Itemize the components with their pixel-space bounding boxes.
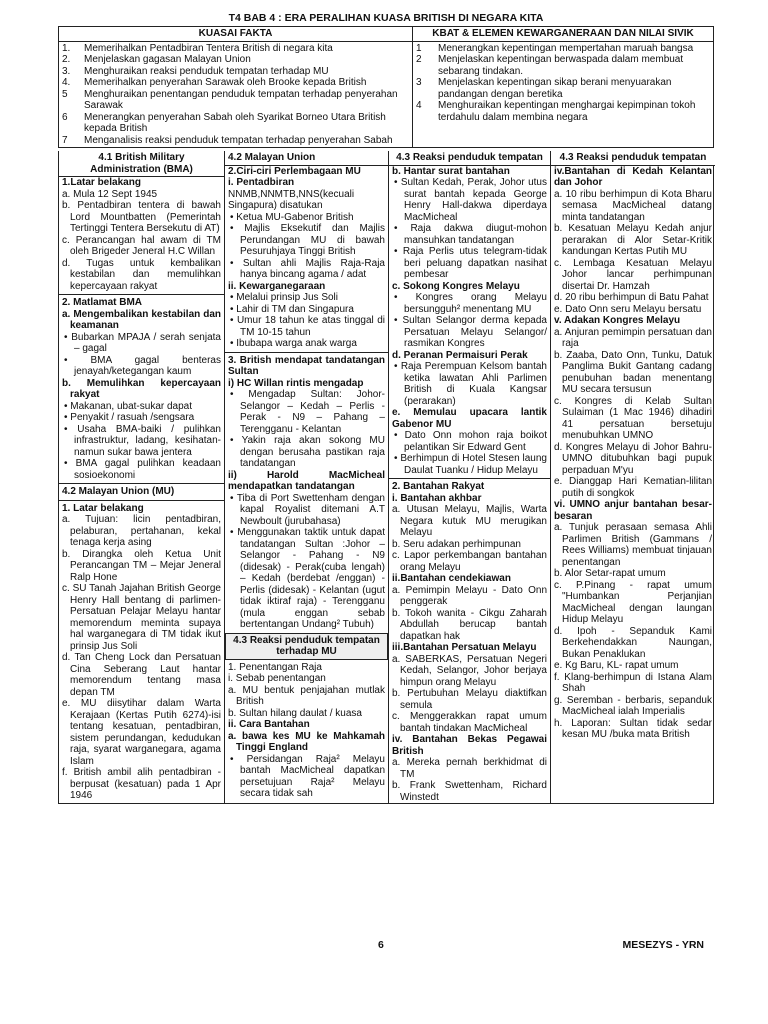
- objective-item: [416, 54, 710, 77]
- item-text: Menjelaskan kepentingan sikap berani menyuarakan pandangan dengan beretika: [438, 77, 672, 100]
- content-line: f. Klang-berhimpun di Istana Alam Shah: [554, 671, 712, 695]
- objective-item: [416, 77, 710, 100]
- objective-item: [416, 43, 710, 55]
- content-line: c. SU Tanah Jajahan British George Henry Hall bentang di parlimen-Persatuan Pelajar Melayu hantar memorendum meminta supaya hal warganegara di TM tidak ikut prinsip Jus Soli: [62, 583, 221, 652]
- objective-item: [62, 54, 409, 66]
- content-line: a. Utusan Melayu, Majlis, Warta Negara kutuk MU merugikan Melayu: [392, 504, 547, 539]
- content-line: b. Pentadbiran tentera di bawah Lord Mountbatten (Pemerintah Tertinggi Tentera Bersekutu di AT): [62, 200, 221, 235]
- content-line: b. Dirangka oleh Ketua Unit Perancangan TM – Mejar Jeneral Ralp Hone: [62, 548, 221, 583]
- content-line: • Menggunakan taktik untuk dapat tandatangan Sultan :Johor – Selangor - Pahang - N9 (didesak) - Perak(cuba lengah) – Kedah (berdebat /enggan) - Perlis (didesak) - Kelantan (ugut tidak iktiraf raja) - Terengganu (mula enggan sebab bertentangan Undang² Tubuh): [230, 527, 385, 631]
- content-line: • Sultan ahli Majlis Raja-Raja hanya bincang agama / adat: [230, 257, 385, 281]
- content-line: b. Frank Swettenham, Richard Winstedt: [392, 780, 547, 803]
- item-number: 2: [416, 54, 422, 66]
- section-heading: 2. Matlamat BMA: [62, 297, 143, 309]
- content-line: a. Tujuan: licin pentadbiran, pelaburan, pertahanan, kekal tenaga kerja asing: [62, 514, 221, 549]
- kbat-header: KBAT & ELEMEN KEWARGANERAAN DAN NILAI SIVIK: [413, 27, 714, 42]
- section-divider: [225, 352, 388, 353]
- content-line: a. Tunjuk perasaan semasa Ahli Parlimen British (Gammans / Rees Williams) membuat tinjauan penentangan: [554, 522, 712, 568]
- content-line: • BMA gagal benteras jenayah/ketegangan kaum: [64, 354, 221, 378]
- item-text: Menganalisis reaksi penduduk tempatan terhadap penyerahan Sabah: [84, 134, 393, 146]
- content-line: f. British ambil alih pentadbiran - berpusat (kesatuan) pada 1 Apr 1946: [62, 767, 221, 802]
- column-header: 4.1 British Military Administration (BMA): [59, 151, 224, 177]
- column-reaksi-2: [551, 151, 715, 803]
- content-line: i. Sebab penentangan: [228, 673, 326, 685]
- item-text: Menjelaskan gagasan Malayan Union: [84, 54, 251, 66]
- content-line: • Ibubapa warga anak warga: [230, 338, 357, 350]
- section-heading: 2. Bantahan Rakyat: [392, 481, 485, 493]
- section-heading: c. Sokong Kongres Melayu: [392, 280, 520, 292]
- content-line: • Penyakit / rasuah /sengsara: [64, 412, 195, 424]
- page-title: T4 BAB 4 : ERA PERALIHAN KUASA BRITISH DI NEGARA KITA: [228, 12, 544, 24]
- section-heading: iii.Bantahan Persatuan Melayu: [392, 642, 537, 654]
- content-line: h. Laporan: Sultan tidak sedar kesan MU /buka mata British: [554, 717, 712, 741]
- page-number: 6: [378, 939, 384, 951]
- content-line: • Majlis Eksekutif dan Majlis Perundangan MU di bawah Pesuruhjaya Tinggi British: [230, 223, 385, 258]
- content-line: a. SABERKAS, Persatuan Negeri Kedah, Selangor, Johor berjaya himpun orang Melayu: [392, 653, 547, 688]
- section-divider: [389, 478, 550, 479]
- item-text: Menerangkan penyerahan Sabah oleh Syarikat Borneo Utara British kepada British: [84, 111, 386, 135]
- content-line: a. MU bentuk penjajahan mutlak British: [228, 684, 385, 708]
- item-text: Memerihalkan penyerahan Sarawak oleh Brooke kepada British: [84, 77, 367, 89]
- content-line: b. Seru adakan perhimpunan: [392, 538, 521, 550]
- content-line: d. Ipoh - Sepanduk Kami Berkehendakkan Naungan, Bukan Penaklukan: [554, 625, 712, 660]
- item-number: 4.: [62, 77, 71, 89]
- content-line: • Ketua MU-Gabenor British: [230, 211, 354, 223]
- kbat-list: [413, 41, 714, 148]
- content-line: b. Kesatuan Melayu Kedah anjur perarakan di Alor Setar-Kritik kandungan Kertas Putih MU: [554, 223, 712, 258]
- item-number: 5: [62, 88, 68, 100]
- content-line: b. Zaaba, Dato Onn, Tunku, Datuk Panglima Bukit Gantang cadang penubuhan badan menentang MU secara tersusun: [554, 349, 712, 396]
- section-divider: [59, 294, 224, 295]
- item-number: 2.: [62, 54, 71, 66]
- objective-item: [62, 89, 409, 112]
- item-number: 3: [416, 77, 422, 89]
- content-line: • Melalui prinsip Jus Soli: [230, 292, 338, 304]
- item-number: 1: [416, 42, 422, 54]
- content-line: c. Lembaga Kesatuan Melayu Johor lancar perhimpunan disertai Dr. Hamzah: [554, 257, 712, 292]
- objectives-table: [58, 26, 714, 148]
- section-heading: a. bawa kes MU ke Mahkamah Tinggi England: [228, 730, 385, 754]
- section-heading: 1.Latar belakang: [62, 177, 141, 189]
- content-line: d. Tugas untuk kembalikan kestabilan dan memulihkan kepercayaan rakyat: [62, 257, 221, 292]
- content-line: • Raja Perempuan Kelsom bantah ketika lawatan Ahli Parlimen British di Kuala Kangsar (perarakan): [394, 361, 547, 407]
- section-heading: iv.Bantahan di Kedah Kelantan dan Johor: [554, 165, 712, 189]
- item-text: Menerangkan kepentingan mempertahan maruah bangsa: [438, 42, 694, 54]
- section-heading: i. Pentadbiran: [228, 177, 295, 189]
- section-heading: 1. Latar belakang: [62, 502, 144, 514]
- item-text: Menghuraikan reaksi penduduk tempatan terhadap MU: [84, 65, 329, 77]
- item-number: 4: [416, 100, 422, 112]
- content-line: • Mengadap Sultan: Johor- Selangor – Kedah – Perlis - Perak - N9 – Pahang – Terengganu - Kelantan: [230, 389, 385, 435]
- content-line: • Lahir di TM dan Singapura: [230, 303, 354, 315]
- item-text: Menghuraikan penentangan penduduk tempatan terhadap penyerahan Sarawak: [84, 88, 398, 112]
- content-line: e. MU diisytihar dalam Warta Kerajaan (Kertas Putih 6274)-isi tentang kesatuan, pentadbiran, sistem perundangan, kedudukan raja, syarat warganegara, agama Islam: [62, 698, 221, 767]
- section-heading: a. Mengembalikan kestabilan dan keamanan: [62, 308, 221, 332]
- item-text: Menjelaskan kepentingan berwaspada dalam membuat sebarang tindakan.: [438, 54, 684, 77]
- content-line: d. Kongres Melayu di Johor Bahru-UMNO ditubuhkan bagi pupuk perpaduan M'yu: [554, 441, 712, 476]
- objective-item: [62, 43, 409, 55]
- section-heading: ii. Kewarganegaraan: [228, 280, 326, 292]
- section-heading: iv. Bantahan Bekas Pegawai British: [392, 734, 547, 757]
- item-text: Memerihalkan Pentadbiran Tentera British di negara kita: [84, 42, 333, 54]
- content-line: c. P.Pinang - rapat umum "Humbankan Perjanjian MacMicheal dengan laungan Hidup Melayu: [554, 579, 712, 626]
- content-line: a. Mula 12 Sept 1945: [62, 188, 158, 200]
- section-heading: b. Hantar surat bantahan: [392, 165, 510, 177]
- content-line: • Dato Onn mohon raja boikot pelantikan Sir Edward Gent: [394, 430, 547, 453]
- content-line: b. Sultan hilang daulat / kuasa: [228, 707, 362, 719]
- column-header: 4.2 Malayan Union: [225, 151, 388, 166]
- section-heading: b. Memulihkan kepercayaan rakyat: [62, 377, 221, 401]
- objective-item: [416, 100, 710, 123]
- author-signature: MESEZYS - YRN: [622, 939, 704, 951]
- content-line: • BMA gagal pulihkan keadaan sosioekonomi: [64, 458, 221, 481]
- section-heading: e. Memulau upacara lantik Gabenor MU: [392, 407, 547, 430]
- content-line: • Bubarkan MPAJA / serah senjata – gagal: [64, 331, 221, 355]
- content-line: e. Kg Baru, KL- rapat umum: [554, 660, 679, 672]
- column-header: 4.3 Reaksi penduduk tempatan: [551, 151, 715, 166]
- item-number: 7: [62, 134, 68, 146]
- column-malayan-union: [225, 151, 389, 803]
- content-line: • Kongres orang Melayu bersungguh² menentang MU: [394, 292, 547, 315]
- content-line: • Persidangan Raja² Melayu bantah MacMicheal dapatkan persetujuan Raja² Melayu secara tidak sah: [230, 753, 385, 800]
- content-line: a. Mereka pernah berkhidmat di TM: [392, 757, 547, 780]
- content-line: d. 20 ribu berhimpun di Batu Pahat: [554, 292, 709, 304]
- section-heading: ii) Harold MacMicheal mendapatkan tandatangan: [228, 469, 385, 493]
- section-heading: 3. British mendapat tandatangan Sultan: [228, 354, 385, 378]
- section-heading: vi. UMNO anjur bantahan besar-besaran: [554, 499, 712, 522]
- objective-item: [62, 66, 409, 78]
- objective-item: [62, 77, 409, 89]
- content-line: • Usaha BMA-baiki / pulihkan infrastruktur, ladang, kesihatan-namun sukar bawa jentera: [64, 423, 221, 458]
- item-number: 1.: [62, 42, 71, 54]
- content-columns: [58, 151, 714, 804]
- content-line: e. Dianggap Hari Kematian-lilitan putih di songkok: [554, 476, 712, 499]
- content-line: c. Menggerakkan rapat umum bantah tindakan MacMicheal: [392, 711, 547, 734]
- content-line: c. Lapor perkembangan bantahan orang Melayu: [392, 550, 547, 573]
- section-heading: v. Adakan Kongres Melayu: [554, 315, 681, 327]
- objective-item: [62, 135, 409, 147]
- content-line: • Raja dakwa diugut-mohon mansuhkan tandatangan: [394, 223, 547, 246]
- column-bma: [59, 151, 225, 803]
- content-line: e. Dato Onn seru Melayu bersatu: [554, 303, 702, 315]
- column-header: 4.3 Reaksi penduduk tempatan: [389, 151, 550, 166]
- item-text: Menghuraikan kepentingan menghargai kepimpinan tokoh terdahulu dalam membina negara: [438, 100, 696, 123]
- content-line: 1. Penentangan Raja: [228, 661, 322, 673]
- section-heading: 4.3 Reaksi penduduk tempatan terhadap MU: [225, 633, 388, 660]
- content-line: c. Perancangan hal awam di TM oleh Brigeder Jeneral H.C Willan: [62, 234, 221, 258]
- objective-item: [62, 112, 409, 135]
- content-line: c. Kongres di Kelab Sultan Sulaiman (1 Mac 1946) dihadiri 41 persatuan bersetuju menubuhkan UMNO: [554, 395, 712, 442]
- content-line: • Yakin raja akan sokong MU dengan berusaha pastikan raja tandatangan: [230, 435, 385, 470]
- section-heading: 2.Ciri-ciri Perlembagaan MU: [228, 165, 361, 177]
- document-page: [58, 12, 714, 804]
- section-heading: ii. Cara Bantahan: [228, 719, 310, 731]
- item-number: 6: [62, 111, 68, 123]
- content-line: a. Anjuran pemimpin persatuan dan raja: [554, 326, 712, 350]
- content-line: • Tiba di Port Swettenham dengan kapal Royalist ditemani A.T Newboult (jurubahasa): [230, 492, 385, 527]
- kuasa-fakta-list: [59, 41, 413, 148]
- content-line: • Raja Perlis utus telegram-tidak beri peluang dapatkan nasihat pembesar: [394, 246, 547, 281]
- content-line: a. 10 ribu berhimpun di Kota Bharu semasa MacMicheal datang minta tandatangan: [554, 188, 712, 223]
- content-line: • Umur 18 tahun ke atas tinggal di TM 10-15 tahun: [230, 315, 385, 338]
- content-line: • Sultan Kedah, Perak, Johor utus surat bantah kepada George Henry Hall-dakwa diperdaya MacMicheal: [394, 177, 547, 223]
- section-divider: [59, 500, 224, 501]
- section-divider: [59, 483, 224, 484]
- content-line: • Makanan, ubat-sukar dapat: [64, 400, 193, 412]
- content-line: NNMB,NNMTB,NNS(kecuali Singapura) disatukan: [228, 188, 355, 212]
- content-line: a. Pemimpin Melayu - Dato Onn penggerak: [392, 584, 547, 608]
- kuasa-fakta-header: KUASAI FAKTA: [59, 27, 413, 42]
- content-line: • Berhimpun di Hotel Stesen laung Daulat Tuanku / Hidup Melayu: [394, 453, 547, 476]
- section-heading: i. Bantahan akhbar: [392, 492, 482, 504]
- section-heading: i) HC Willan rintis mengadap: [228, 377, 364, 389]
- column-reaksi-1: [389, 151, 551, 803]
- content-line: d. Tan Cheng Lock dan Persatuan Cina Seberang Laut hantar memorendum tentang masa depan TM: [62, 652, 221, 698]
- content-line: b. Tokoh wanita - Cikgu Zaharah Abdullah berucap bantah dapatkan hak: [392, 607, 547, 642]
- section-heading: d. Peranan Permaisuri Perak: [392, 349, 528, 361]
- content-line: b. Pertubuhan Melayu diaktifkan semula: [392, 688, 547, 711]
- section-heading: 4.2 Malayan Union (MU): [62, 486, 175, 498]
- content-line: b. Alor Setar-rapat umum: [554, 568, 666, 580]
- item-number: 3.: [62, 65, 71, 77]
- content-line: g. Seremban - berbaris, sepanduk MacMicheal ialah Imperialis: [554, 694, 712, 718]
- content-line: • Sultan Selangor derma kepada Persatuan Melayu Selangor/ rasmikan Kongres: [394, 315, 547, 350]
- section-heading: ii.Bantahan cendekiawan: [392, 573, 511, 585]
